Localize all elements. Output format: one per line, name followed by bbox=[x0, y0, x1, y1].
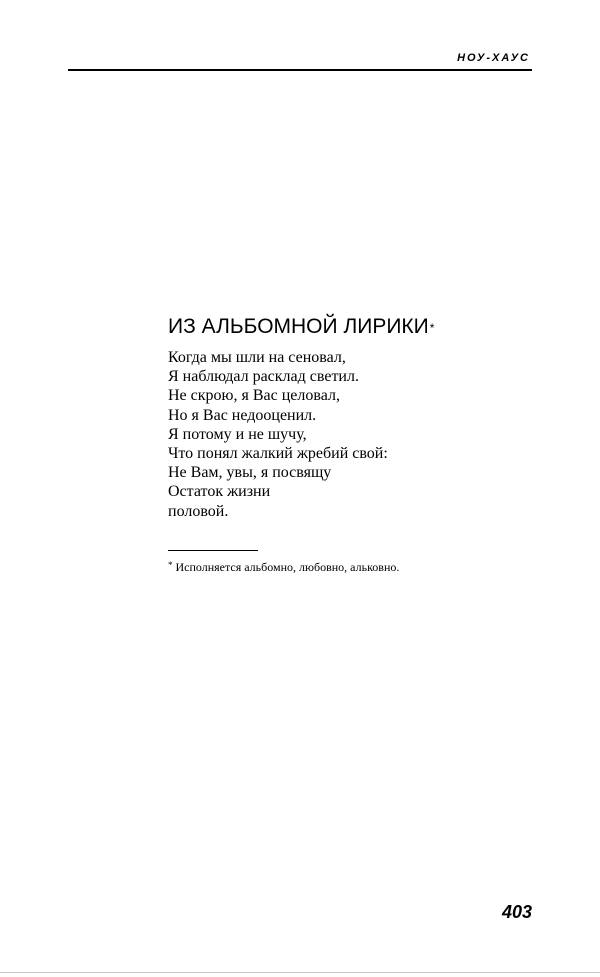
poem-line: Не скрою, я Вас целовал, bbox=[168, 387, 340, 405]
poem-stanza bbox=[168, 348, 508, 521]
footnote-marker: * bbox=[168, 560, 173, 570]
header-rule bbox=[68, 69, 532, 71]
footnote bbox=[168, 560, 399, 575]
poem-line: Но я Вас недооценил. bbox=[168, 406, 317, 424]
running-head: НОУ-ХАУС bbox=[457, 52, 530, 64]
footnote-marker: * bbox=[429, 321, 435, 335]
footnote-text: Исполняется альбомно, любовно, альковно. bbox=[175, 560, 400, 574]
poem-title-text: ИЗ АЛЬБОМНОЙ ЛИРИКИ bbox=[168, 315, 429, 338]
poem-line: Не Вам, увы, я посвящу bbox=[168, 464, 332, 482]
poem-line: Когда мы шли на сеновал, bbox=[168, 349, 346, 366]
footnote-rule bbox=[168, 550, 258, 551]
poem-line: половой. bbox=[168, 502, 229, 520]
poem bbox=[168, 314, 508, 521]
poem-line: Что понял жалкий жребий свой: bbox=[168, 445, 388, 463]
page-number: 403 bbox=[501, 902, 532, 922]
poem-line: Я потому и не шучу, bbox=[168, 425, 307, 443]
poem-line: Остаток жизни bbox=[168, 483, 271, 501]
poem-line: Я наблюдал расклад светил. bbox=[168, 368, 359, 386]
poem-title bbox=[168, 314, 508, 340]
page-edge bbox=[0, 972, 600, 973]
